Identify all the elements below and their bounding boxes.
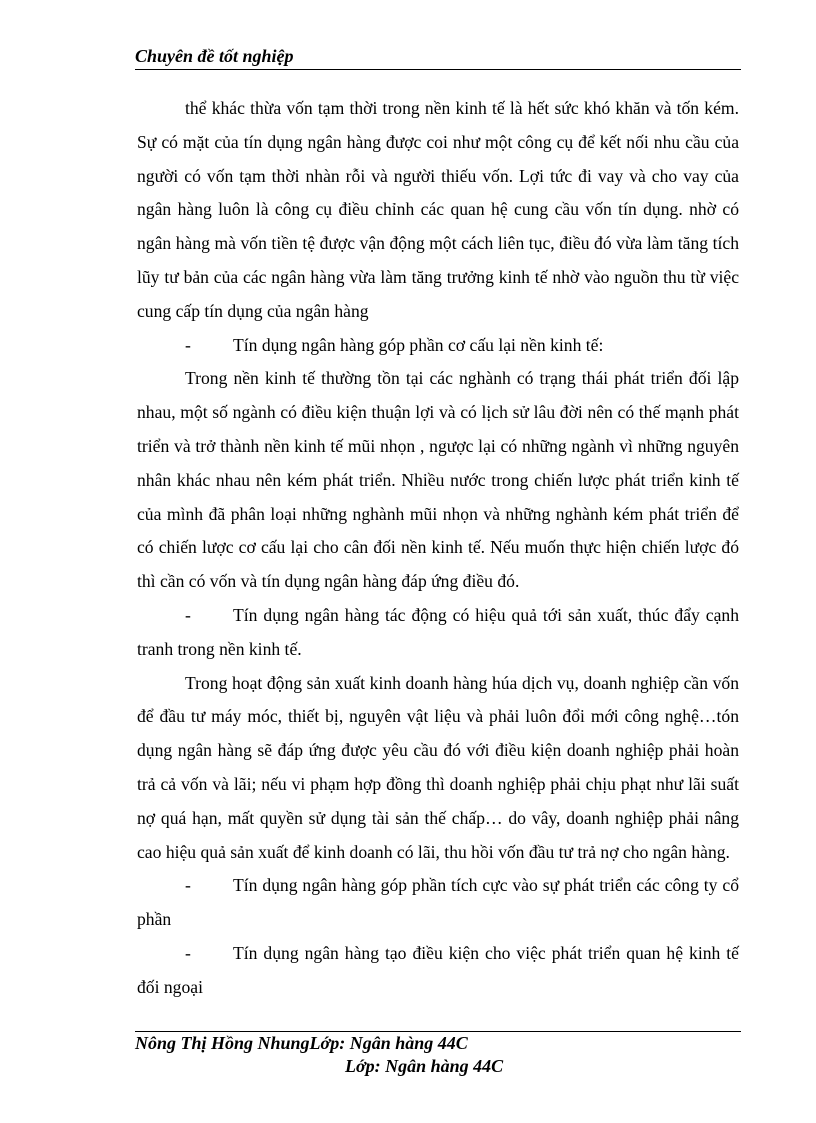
paragraph-sector-development: Trong nền kinh tế thường tồn tại các nghành có trạng thái phát triển đối lập nhau, một số ngành có điều kiện thuận lợi và có lịch sử lâu đời nên có thế mạnh phát triển và trở thành nền kinh tế mũi nhọn , ngược lại có những ngành vì những nguyên nhân khác nhau nên kém phát triển. Nhiều nước trong chiến lược phát triển kinh tế của mình đã phân loại những nghành mũi nhọn và những nghành kém phát triển để có chiến lược cơ cấu lại cho cân đối nền kinh tế. Nếu muốn thực hiện chiến lược đó thì cần có vốn và tín dụng ngân hàng đáp ứng điều đó. bbox=[137, 368, 739, 592]
header-divider bbox=[135, 69, 741, 70]
bullet-dash: - bbox=[185, 334, 191, 355]
paragraph-credit-connection: thể khác thừa vốn tạm thời trong nền kinh tế là hết sức khó khăn và tốn kém. Sự có mặt của tín dụng ngân hàng được coi như một công cụ để kết nối nhu cầu của người có vốn tạm thời nhàn rỗi và người thiếu vốn. Lợi tức đi vay và cho vay của ngân hàng luôn là công cụ điều chỉnh các quan hệ cung cầu vốn tín dụng. nhờ có ngân hàng mà vốn tiền tệ được vận động một cách liên tục, điều đó vừa làm tăng tích lũy tư bản của các ngân hàng vừa làm tăng trưởng kinh tế nhờ vào nguồn thu từ việc cung cấp tín dụng của ngân hàng bbox=[137, 98, 739, 321]
bullet-text: Tín dụng ngân hàng tạo điều kiện cho việc phát triển quan hệ kinh tế đối ngoại bbox=[137, 942, 739, 997]
bullet-text: Tín dụng ngân hàng tác động có hiệu quả tới sản xuất, thúc đẩy cạnh tranh trong nền kinh tế. bbox=[137, 604, 739, 659]
bullet-text: Tín dụng ngân hàng góp phần cơ cấu lại nền kinh tế: bbox=[233, 334, 604, 355]
document-body bbox=[137, 92, 739, 1005]
bullet-dash: - bbox=[185, 875, 191, 896]
paragraph-business-capital: Trong hoạt động sản xuất kinh doanh hàng húa dịch vụ, doanh nghiệp cần vốn để đầu tư máy móc, thiết bị, nguyên vật liệu và phải luôn đổi mới công nghệ…tón dụng ngân hàng sẽ đáp ứng được yêu cầu đó với điều kiện doanh nghiệp phải hoàn trả cả vốn và lãi; nếu vi phạm hợp đồng thì doanh nghiệp phải chịu phạt như lãi suất nợ quá hạn, mất quyền sử dụng tài sản thế chấp… do vây, doanh nghiệp phải nâng cao hiệu quả sản xuất để kinh doanh có lãi, thu hồi vốn đầu tư trả nợ cho ngân hàng. bbox=[137, 672, 739, 862]
bullet-dash: - bbox=[185, 942, 191, 963]
footer-author-class: Nông Thị Hồng NhungLớp: Ngân hàng 44C bbox=[135, 1033, 468, 1053]
page-header-title: Chuyên đề tốt nghiệp bbox=[135, 46, 294, 66]
bullet-foreign-relations bbox=[137, 937, 739, 1005]
bullet-restructure-economy bbox=[137, 329, 739, 363]
bullet-production-efficiency bbox=[137, 599, 739, 667]
bullet-dash: - bbox=[185, 604, 191, 625]
footer-class: Lớp: Ngân hàng 44C bbox=[345, 1056, 504, 1076]
bullet-text: Tín dụng ngân hàng góp phần tích cực vào sự phát triển các công ty cổ phần bbox=[137, 875, 739, 930]
bullet-joint-stock-companies bbox=[137, 869, 739, 937]
footer-divider bbox=[135, 1031, 741, 1032]
